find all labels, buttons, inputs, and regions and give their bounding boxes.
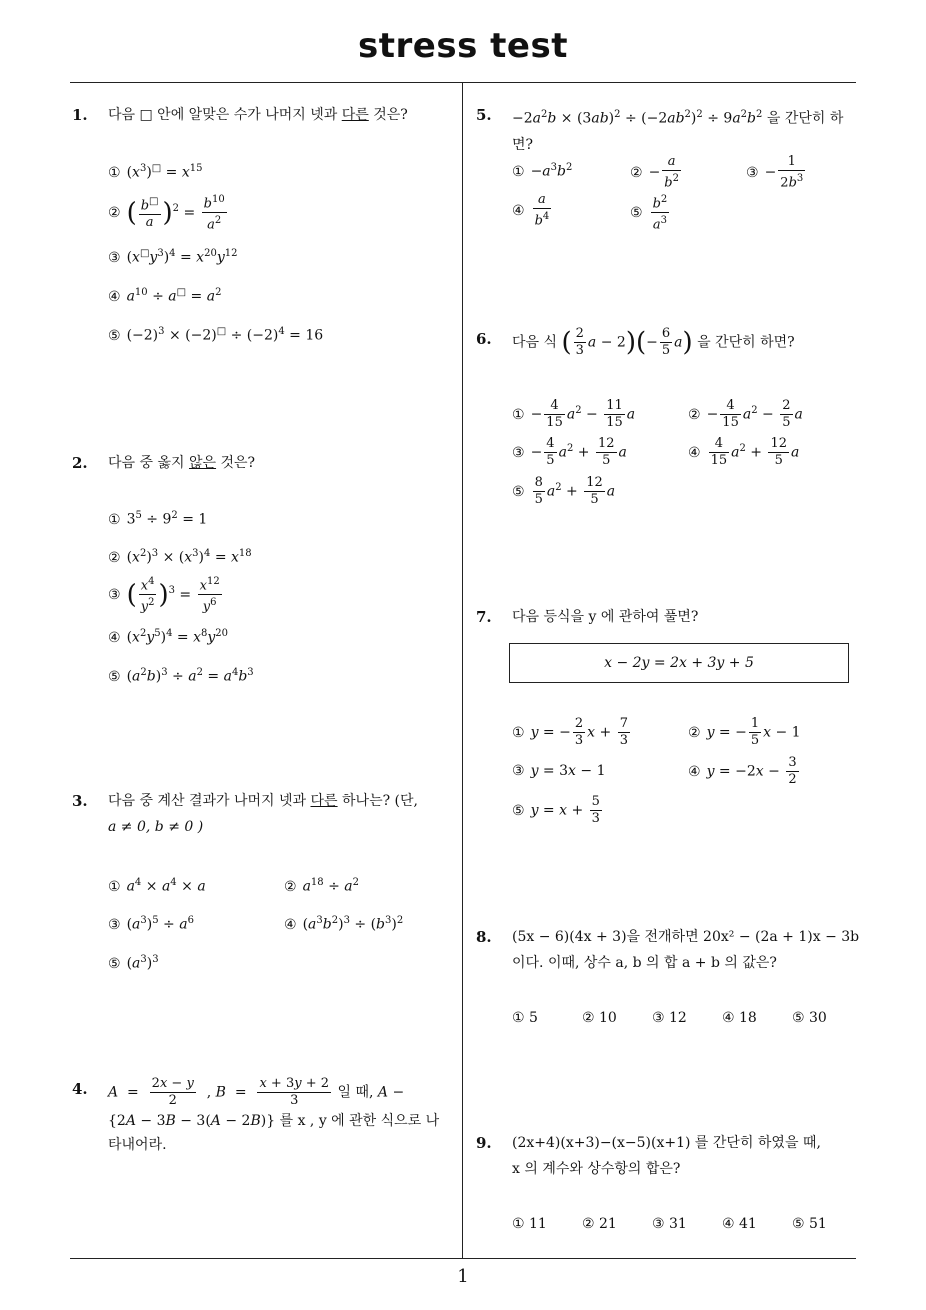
question-8 [476,924,862,980]
question-6 [476,326,862,366]
q9-option-3[interactable]: ③ 31 [652,1216,687,1232]
q3-option-4[interactable]: ④ $(a^3b^2)^3 \div (b^3)^2$ [284,915,404,933]
question-number: 8. [476,928,492,946]
question-1 [72,102,452,132]
question-9 [476,1130,862,1186]
question-text: 다음 중 옳지 않은 것은? [108,455,256,471]
question-text: 다음 중 계산 결과가 나머지 넷과 다른 하나는? (단, a ≠ 0, b ≠ 0 ) [108,793,418,835]
q1-option-1[interactable]: ① $(x^3)^□ = x^{15}$ [108,163,203,181]
q2-option-4[interactable]: ④ $(x^2y^5)^4 = x^8y^{20}$ [108,628,229,646]
q1-option-4[interactable]: ④ $a^{10} \div a^□ = a^2$ [108,287,222,305]
q7-option-1[interactable]: ① y = − $\frac{2}{3}$ x + $\frac{7}{3}$ [512,716,628,748]
question-text: 다음 □ 안에 알맞은 수가 나머지 넷과 다른 것은? [108,107,408,123]
q1-option-2[interactable]: ② ( $\frac{b^□}{a}$ )$^2$ = $\frac{b^{10}}{a^2}$ [108,194,225,233]
question-text: (2x+4)(x+3)−(x−5)(x+1) 를 간단히 하였을 때, x 의 계수와 상수항의 합은? [512,1135,821,1177]
question-number: 1. [72,106,88,124]
question-number: 2. [72,454,88,472]
question-text: $-2a^2b \times (3ab)^2 \div (-2ab^2)^2 \div 9a^2b^2$ 을 간단히 하면? [512,109,844,153]
question-number: 7. [476,608,492,626]
q3-option-3[interactable]: ③ $(a^3)^5 \div a^6$ [108,915,194,933]
q8-option-1[interactable]: ① 5 [512,1010,538,1026]
q2-option-2[interactable]: ② $(x^2)^3 \times (x^3)^4 = x^{18}$ [108,548,252,566]
q6-option-1[interactable]: ① − $\frac{4}{15}$ $a^2$ − $\frac{11}{15}$ a [512,398,636,430]
q9-option-1[interactable]: ① 11 [512,1216,547,1232]
question-7 [476,604,862,634]
q5-option-3[interactable]: ③ − $\frac{1}{2b^3}$ [746,154,804,191]
question-text: 다음 등식을 y 에 관하여 풀면? [512,609,699,625]
q5-option-5[interactable]: ⑤ $\frac{b^2}{a^3}$ [630,194,668,233]
q8-option-5[interactable]: ⑤ 30 [792,1010,827,1026]
q6-option-3[interactable]: ③ − $\frac{4}{5}$ $a^2$ + $\frac{12}{5}$ a [512,436,627,468]
column-divider [462,83,463,1258]
q7-option-2[interactable]: ② y = − $\frac{1}{5}$ x − 1 [688,716,801,748]
q2-option-3[interactable]: ③ ( $\frac{x^4}{y^2}$ )$^3$ = $\frac{x^{12}}{y^6}$ [108,576,220,615]
q2-option-5[interactable]: ⑤ $(a^2b)^3 \div a^2 = a^4b^3$ [108,667,254,685]
question-text: A = $\frac{2x - y}{2}$ , B = $\frac{x + 3y + 2}{3}$ 일 때, A − {2A − 3B − 3(A − 2B)} 를 x , y 에 관한 식으로 나 타내어라. [108,1076,440,1153]
q8-option-3[interactable]: ③ 12 [652,1010,687,1026]
question-text: 다음 식 ( $\frac{2}{3}$ a − 2)(− $\frac{6}{5}$ a) 을 간단히 하면? [512,326,795,358]
question-number: 4. [72,1080,88,1098]
q7-option-4[interactable]: ④ y = −2x − $\frac{3}{2}$ [688,755,797,787]
q7-option-3[interactable]: ③ y = 3x − 1 [512,763,606,779]
equation-box: x − 2y = 2x + 3y + 5 [509,643,849,683]
question-3 [72,788,457,844]
question-number: 3. [72,792,88,810]
question-5 [476,102,862,153]
q9-option-2[interactable]: ② 21 [582,1216,617,1232]
q7-option-5[interactable]: ⑤ y = x + $\frac{5}{3}$ [512,794,600,826]
q9-option-4[interactable]: ④ 41 [722,1216,757,1232]
top-rule [70,82,856,83]
q5-option-4[interactable]: ④ $\frac{a}{b^4}$ [512,192,550,229]
q6-option-5[interactable]: ⑤ $\frac{8}{5}$ $a^2$ + $\frac{12}{5}$ a [512,475,616,507]
question-number: 9. [476,1134,492,1152]
q1-option-3[interactable]: ③ $(x^□y^3)^4 = x^{20}y^{12}$ [108,248,238,266]
bottom-rule [70,1258,856,1259]
page-number: 1 [457,1266,469,1287]
question-number: 5. [476,106,492,124]
q3-option-2[interactable]: ② $a^{18} \div a^2$ [284,877,360,895]
page-title: stress test [358,26,568,66]
q5-option-2[interactable]: ② − $\frac{a}{b^2}$ [630,154,679,191]
q6-option-4[interactable]: ④ $\frac{4}{15}$ $a^2$ + $\frac{12}{5}$ a [688,436,800,468]
question-2 [72,450,452,480]
q1-option-5[interactable]: ⑤ $(-2)^3 \times (-2)^□ \div (-2)^4 = 16$ [108,326,324,344]
q3-option-1[interactable]: ① $a^4 \times a^4 \times a$ [108,877,206,895]
question-number: 6. [476,330,492,348]
q2-option-1[interactable]: ① $3^5 \div 9^2 = 1$ [108,510,208,528]
q8-option-4[interactable]: ④ 18 [722,1010,757,1026]
q9-option-5[interactable]: ⑤ 51 [792,1216,827,1232]
q8-option-2[interactable]: ② 10 [582,1010,617,1026]
q5-option-1[interactable]: ① $-a^3b^2$ [512,162,573,180]
question-text: (5x − 6)(4x + 3)을 전개하면 20x² − (2a + 1)x − 3b 이다. 이때, 상수 a, b 의 합 a + b 의 값은? [512,929,860,971]
q3-option-5[interactable]: ⑤ $(a^3)^3$ [108,954,159,972]
question-4 [72,1076,457,1166]
q6-option-2[interactable]: ② − $\frac{4}{15}$ $a^2$ − $\frac{2}{5}$ a [688,398,803,430]
